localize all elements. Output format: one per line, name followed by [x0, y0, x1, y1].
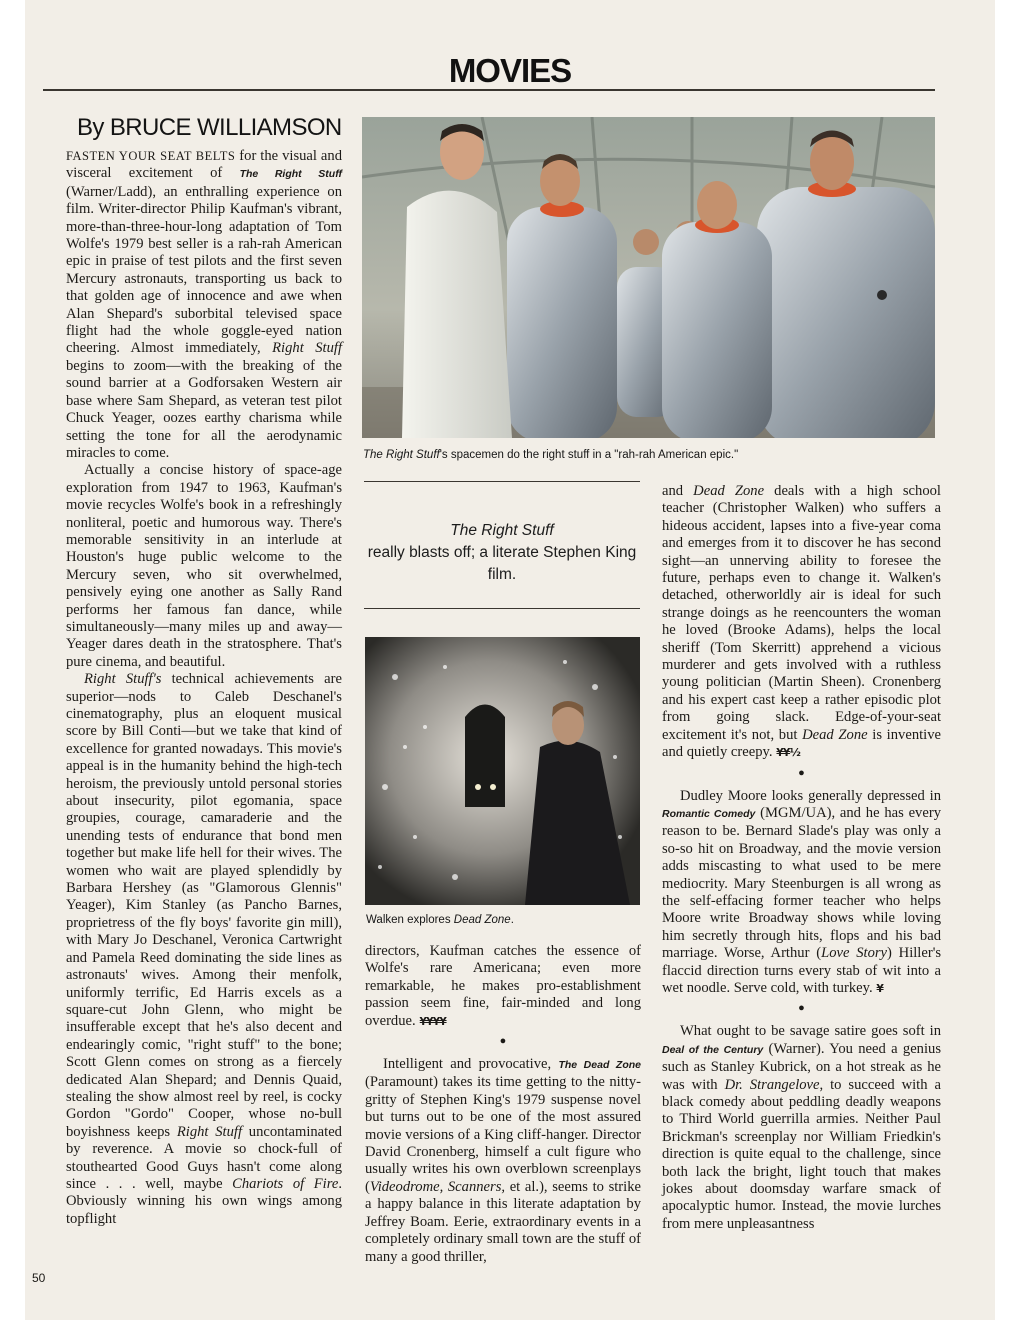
paragraph: Right Stuff's technical achievements are superior—nods to Caleb Deschanel's cinematography, plus an eloquent musical score by Bill Conti—but we take that kind of excellence for granted nowadays. This movie's appeal is in the humanity behind the high-tech heroism, the previously untold personal stories about insecurity, pilot egomania, space groupies, courage, camaraderie and the unending tests of endurance that bond men together but make life hell for their wives. The women who wait are played splendidly by Barbara Hershey (as "Glamorous Glennis" Yeager), Kim Stanley (as Pancho Barnes, proprietress of the fly boys' favorite gin mill), with Mary Jo Deschanel, Veronica Cartwright and Pamela Reed dominating the side lines as astronauts' wives. Among their menfolk, uniformly terrific, Ed Harris excels as a square-cut John Glenn, who might be insufferable except that he's also decent and endearingly comic, "right stuff" to the bone; Scott Glenn comes on strong as a fiercely dedicated Alan Shepard; and Dennis Quaid, stealing the show almost reel by reel, is cocky Gordon "Gordo" Cooper, whose no-bull boyishness keeps Right Stuff uncontaminated by reverence. A movie so chock-full of stouthearted Good Guys hasn't come along since . . . well, maybe Chariots of Fire. Obviously winning his own wings among topflight: [66, 671, 343, 1227]
paragraph: FASTEN YOUR SEAT BELTS for the visual and visceral excitement of The Right Stuff (Warner/Ladd), an enthralling experience on film. Writer-director Philip Kaufman's vibrant, more-than-three-hour-long adaptation of Tom Wolfe's 1979 best seller is a rah-rah American epic in praise of test pilots and the first seven Mercury astronauts, transporting us back to that golden age of innocence and awe when Alan Shepard's suborbital televised space flight had the whole goggle-eyed nation cheering. Almost immediately, Right Stuff begins to zoom—with the breaking of the sound barrier at a Godforsaken Western air base where Sam Shepard, as veteran test pilot Chuck Yeager, oozes earthy charisma while setting the tone for all the aerodynamic miracles to come.: [66, 148, 343, 461]
photo-main-caption: The Right Stuff's spacemen do the right stuff in a "rah-rah American epic.": [363, 449, 739, 461]
paragraph: Intelligent and provocative, The Dead Zone (Paramount) takes its time getting to the nitty-gritty of Stephen King's 1979 suspense novel but turns out to be one of the most assured movie versions of a King cliff-hanger. Director David Cronenberg, himself a cult figure who usually writes his own overblown screenplays (Videodrome, Scanners, et al.), seems to strike a happy balance in this literate adaptation by Jeffrey Boam. Eerie, extraordinary events in a completely ordinary small town are the stuff of many a good thriller,: [365, 1056, 642, 1265]
rating-rabbits: ¥: [876, 981, 883, 995]
dead-zone-photo: [365, 637, 640, 905]
pull-quote-bottom-rule: [364, 608, 640, 609]
section-bullet: ●: [798, 1002, 805, 1015]
astronauts-photo-illustration: [362, 117, 935, 438]
astronauts-photo: [362, 117, 935, 438]
article-column-2: [365, 943, 641, 1266]
paragraph: Dudley Moore looks generally depressed in Romantic Comedy (MGM/UA), and he has every reason to be. Bernard Slade's play was only a so-so hit on Broadway, and the movie version adds miscasting to what used to be mere mediocrity. Mary Steenburgen is all wrong as the self-effacing former teacher who helps Moore write Broadway shows while loving him secretly through hits, flops and his bad marriage. Worse, Arthur (Love Story) Hiller's flaccid direction turns every stab of wit into a wet noodle. Serve cold, with turkey. ¥: [662, 787, 942, 996]
rating-rabbits: ¥¥¥¥: [419, 1014, 446, 1028]
article-column-1: [66, 148, 342, 1228]
rating-rabbits: ¥¥½: [776, 746, 800, 760]
paragraph: directors, Kaufman catches the essence of Wolfe's rare Americana; even more remarkable, he makes pro-establishment passion seem fine, fair-minded and long overdue. ¥¥¥¥: [365, 943, 641, 1029]
paragraph: Actually a concise history of space-age exploration from 1947 to 1963, Kaufman's movie recycles Wolfe's book in a refreshingly nonliteral, poetic and humorous way. There's memorable sensitivity in an interlude at Houston's huge public welcome to the Mercury seven, who sit overwhelmed, pensively eying one another as Sally Rand performs her famous fan dance, while simultaneously—many miles up and away—Yeager dares death in the stratosphere. That's pure cinema, and beautiful.: [66, 462, 342, 670]
section-bullet: ●: [798, 766, 805, 779]
photo-small-caption: Walken explores Dead Zone.: [366, 914, 514, 926]
pull-quote: The Right Stuff really blasts off; a literate Stephen King film.: [367, 522, 637, 583]
header-rule: [43, 89, 935, 91]
dead-zone-photo-illustration: [365, 637, 640, 905]
page-number: 50: [32, 1271, 46, 1285]
byline: By BRUCE WILLIAMSON: [77, 114, 342, 141]
paragraph: What ought to be savage satire goes soft in Deal of the Century (Warner). You need a genius such as Stanley Kubrick, on a hot streak as he was with Dr. Strangelove, to succeed with a black comedy about peddling deadly weapons to Third World guerrilla armies. Neither Paul Brickman's screenplay nor William Friedkin's direction is quite equal to the challenge, since both lack the bright, light touch that makes jokes about doomsday warfare smack of apocalyptic humor. Instead, the movie lurches from mere unpleasantness: [662, 1023, 941, 1232]
article-column-3: [662, 483, 941, 1233]
section-title: MOVIES: [448, 52, 572, 89]
paragraph: and Dead Zone deals with a high school teacher (Christopher Walken) who suffers a hideous accident, lapses into a five-year coma and emerges from it to discover he has second sight—an unnerving ability to foresee the future, perhaps even to change it. Walken's detached, otherworldly air is ideal for such strange doings as he reencounters the woman he loved (Brooke Adams), helps the local sheriff (Tom Skerritt) apprehend a vicious murderer and gets involved with a ruthless young politician (Martin Sheen). Cronenberg and his expert cast keep a rather episodic plot from going slack. Edge-of-your-seat excitement it's not, but Dead Zone is inventive and quietly creepy. ¥¥½: [662, 483, 941, 761]
pull-quote-top-rule: [364, 481, 640, 482]
section-bullet: ●: [499, 1035, 507, 1048]
